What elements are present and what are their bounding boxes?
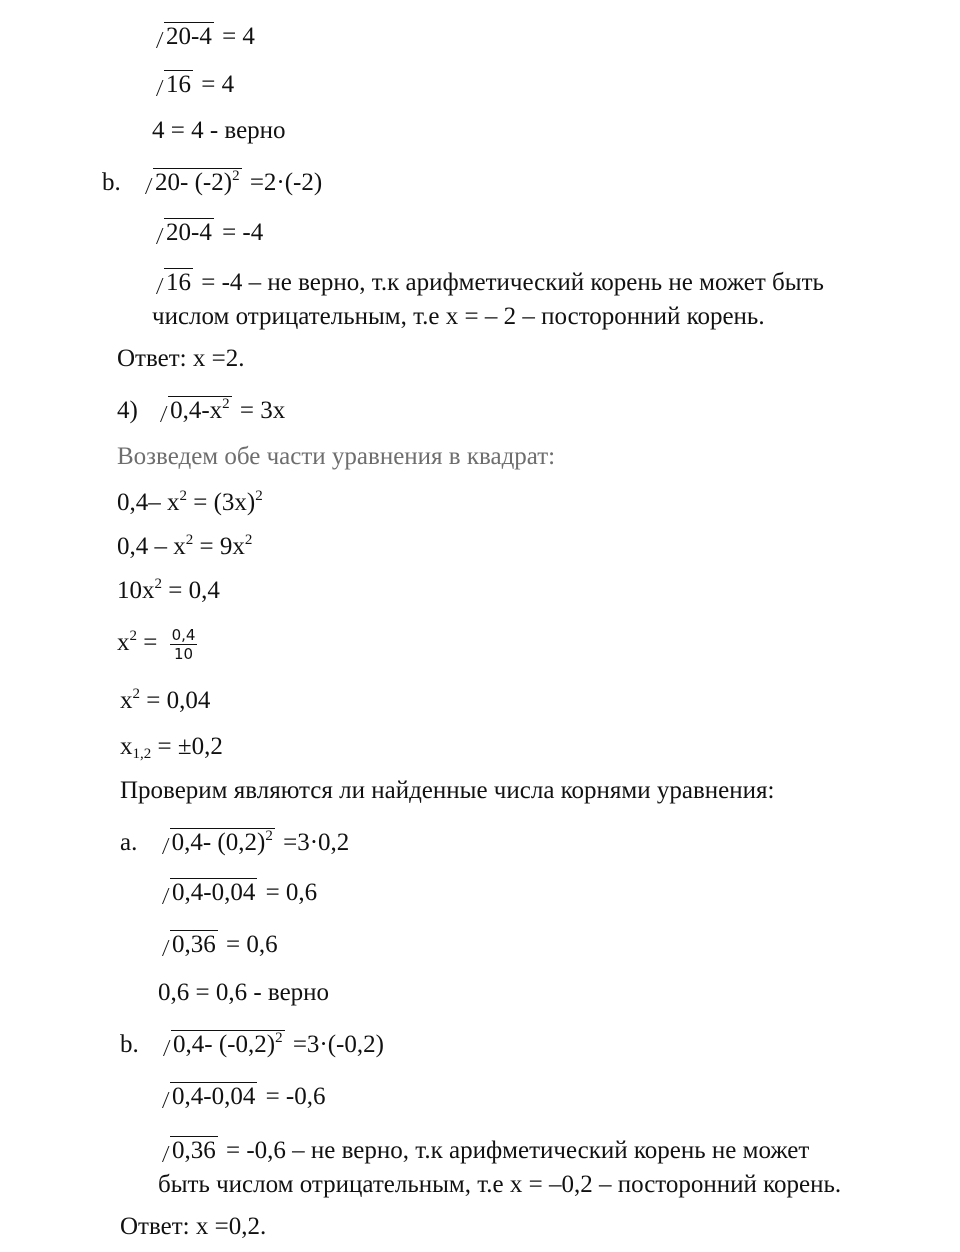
square-root: 0,4-0,04: [156, 1082, 257, 1112]
explanation-text: числом отрицательным, т.е x = – 2 – посторонний корень.: [152, 303, 765, 330]
check-item-b: b. 0,4- $(-0,2)^2 =3\cdot(-0,2)$: [120, 1030, 384, 1058]
equation-line: $x_{1,2} = \pm 0,2$: [120, 733, 223, 762]
verification-text: 0,6 = 0,6 - верно: [158, 979, 330, 1006]
equation-line: $x^2 = 0,04$: [120, 686, 211, 714]
equation-line: $0,4 - x^2 = 9x^2$: [117, 532, 253, 560]
equation-line: 0,36 = 0,6: [156, 930, 278, 960]
square-root: 0,36: [156, 1136, 218, 1166]
equation-line: 0,4– $x^2 = (3x)^2$: [117, 488, 263, 516]
item-label: b.: [102, 169, 121, 196]
check-item-a: a. 0,4- $(0,2)^2 =3\cdot 0,2$: [120, 828, 350, 856]
verification-text: 4 = 4 - верно: [152, 117, 286, 144]
square-root: 0,36: [156, 930, 218, 960]
explanation-text: быть числом отрицательным, т.е x = –0,2 – посторонний корень.: [158, 1171, 842, 1198]
equation-line: 16 = -4 – не верно, т.к арифметический корень не может быть: [150, 268, 824, 298]
square-root: 20-4: [150, 218, 214, 248]
square-root: 0,4-0,04: [156, 878, 257, 908]
equation-line: 0,4-0,04 = 0,6: [156, 878, 317, 908]
equation-line: $10x^2 = 0,4$: [117, 576, 220, 604]
check-item-b: b. 20- $(-2)^2 =2\cdot(-2)$: [102, 168, 323, 196]
square-root: 0,4- $(-0,2)^2$: [157, 1030, 285, 1060]
square-root: 16: [150, 268, 193, 298]
problem-number: 4): [117, 397, 138, 424]
equation-line: 16 = 4: [150, 70, 234, 100]
problem-statement: 4) $0,4-x^2 = 3x$: [117, 396, 286, 424]
square-root: $0,4-x^2$: [154, 396, 232, 426]
fraction: $\frac{0,4}{10}$: [171, 626, 196, 663]
equation-line: 0,36 = -0,6 – не верно, т.к арифметический корень не может: [156, 1136, 809, 1166]
square-root: 20- $(-2)^2$: [139, 168, 242, 198]
answer-text: Ответ: x =0,2.: [120, 1213, 267, 1240]
equation-line: $x^2$ = $\frac{0,4}{10}$: [117, 626, 196, 663]
instruction-text: Проверим являются ли найденные числа корнями уравнения:: [120, 777, 775, 804]
item-label: a.: [120, 829, 138, 856]
equation-line: 20-4 = 4: [150, 22, 255, 52]
square-root: 0,4- $(0,2)^2$: [156, 828, 275, 858]
answer-text: Ответ: x =2.: [117, 345, 245, 372]
equation-line: 0,4-0,04 = -0,6: [156, 1082, 326, 1112]
item-label: b.: [120, 1031, 139, 1058]
square-root: 20-4: [150, 22, 214, 52]
equation-line: 20-4 = -4: [150, 218, 263, 248]
square-root: 16: [150, 70, 193, 100]
instruction-text: Возведем обе части уравнения в квадрат:: [117, 443, 556, 470]
